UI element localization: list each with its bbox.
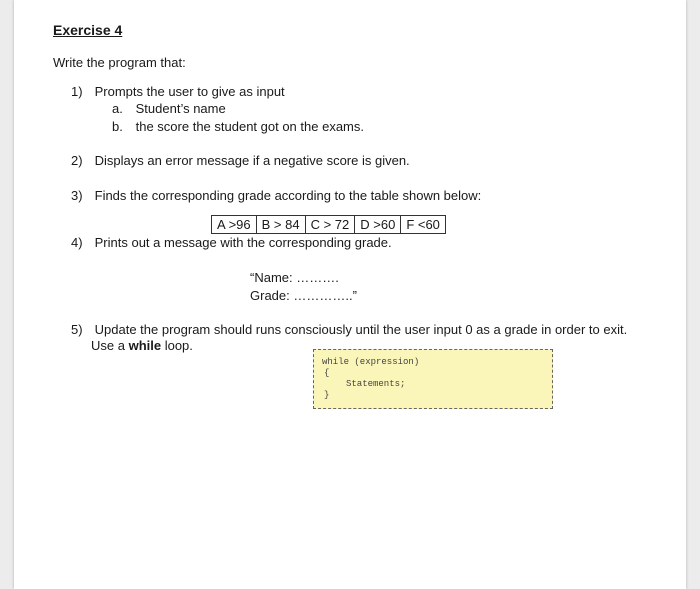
code-box [313,349,553,409]
sub-item-text: Student’s name [135,101,226,116]
intro-text: Write the program that: [53,55,186,70]
document-page [14,0,686,589]
item-text: Prints out a message with the corresponding grade. [94,235,392,250]
message-name-line: “Name: ………. [250,270,339,285]
item-text: Update the program should runs consciously until the user input 0 as a grade in order to exit. [94,322,628,337]
sub-item-label: b. [112,119,123,134]
code-line: } [324,390,330,400]
list-item [71,153,410,168]
message-grade-line: Grade: …………..” [250,288,357,303]
grade-cell-a: A >96 [212,216,257,234]
item-number: 5) [71,322,83,337]
sub-item-text: the score the student got on the exams. [135,119,364,134]
item-continuation [91,338,193,353]
grade-cell-b: B > 84 [256,216,305,234]
list-item [71,188,481,203]
exercise-title: Exercise 4 [53,22,123,38]
sub-item [112,101,226,116]
item-text: Displays an error message if a negative score is given. [94,153,410,168]
sub-item-label: a. [112,101,123,116]
item-text: Prompts the user to give as input [94,84,285,99]
sub-item [112,119,364,134]
item-number: 3) [71,188,83,203]
item-text: Finds the corresponding grade according to the table shown below: [94,188,482,203]
keyword-while: while [128,338,162,353]
grade-cell-d: D >60 [355,216,401,234]
item-text-suffix: loop. [161,338,193,353]
table-row [212,216,446,234]
code-line: while (expression) [322,357,420,367]
code-line: Statements; [346,379,406,389]
code-line: { [324,368,330,378]
list-item [71,322,627,337]
grade-table [211,215,446,234]
grade-cell-c: C > 72 [305,216,355,234]
item-number: 4) [71,235,83,250]
item-number: 2) [71,153,83,168]
list-item [71,84,285,99]
grade-cell-f: F <60 [401,216,446,234]
list-item [71,235,392,250]
item-text-prefix: Use a [91,338,129,353]
item-number: 1) [71,84,83,99]
